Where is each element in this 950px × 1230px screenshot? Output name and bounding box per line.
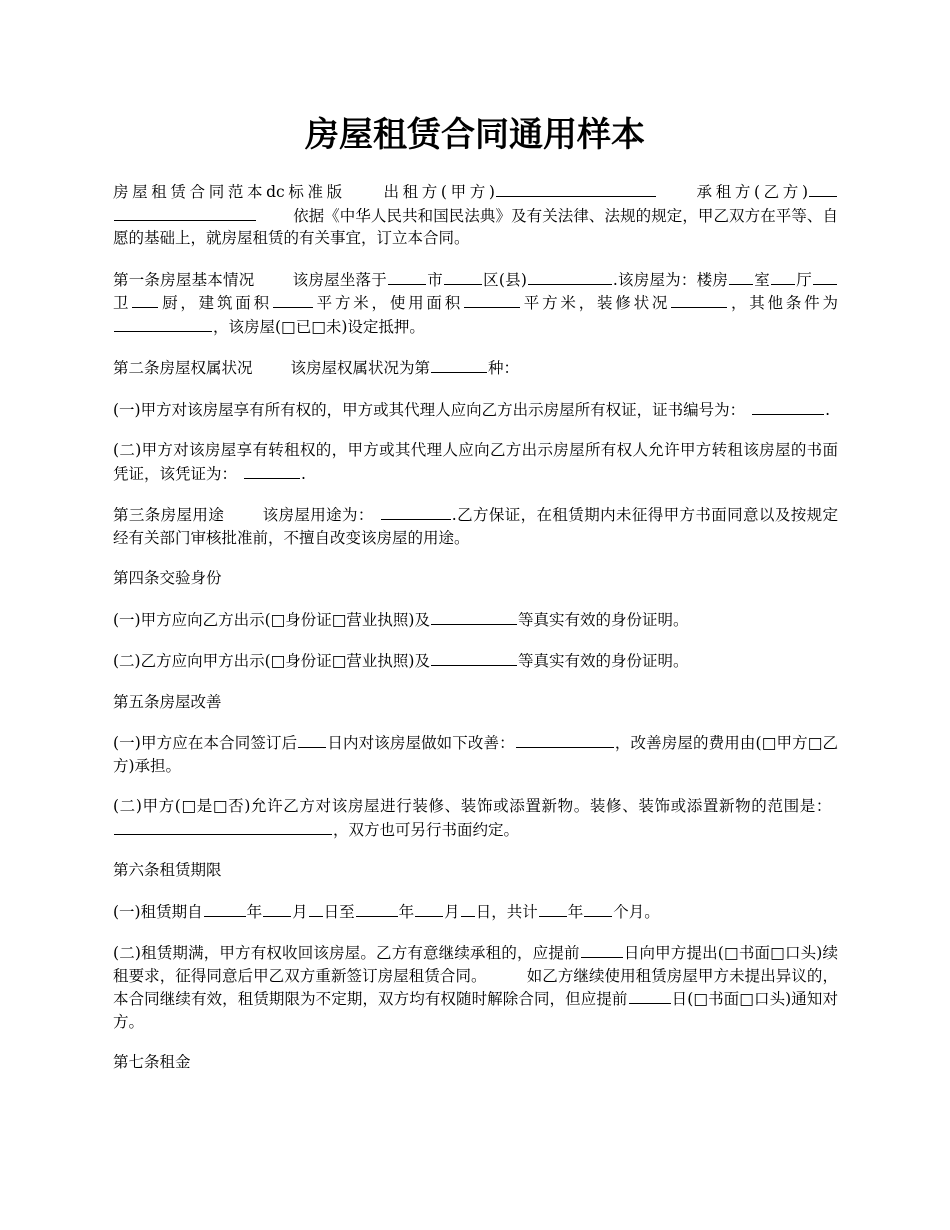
article-5-clause-2 [113, 795, 838, 841]
clause-text: ，改善房屋的费用由(□甲方□乙方)承担。 [113, 734, 838, 775]
article-6-heading: 第六条租赁期限 [113, 861, 222, 879]
clause-text: (一)租赁期自 [113, 902, 203, 921]
article-4-heading: 第四条交验身份 [113, 569, 222, 587]
clause-text: 日，共计 [475, 902, 538, 921]
article-4-clause-2 [113, 649, 838, 673]
clause-text: (一)甲方应在本合同签订后 [113, 734, 298, 752]
clause-text: 等真实有效的身份证明。 [517, 652, 689, 670]
lessee-blank-1 [809, 180, 837, 197]
clause-text: 等真实有效的身份证明。 [517, 610, 689, 629]
clause-text: 日向甲方提出(□书面□口头)续租要求，征得同意后甲乙双方重新签订房屋租赁合同。 [113, 944, 838, 985]
blank [516, 731, 614, 748]
lessee-label: 承租方(乙方) [692, 183, 808, 201]
article-1-text: .该房屋为：楼房 [612, 270, 729, 289]
clause-text: . [825, 400, 831, 419]
article-2-heading: 第二条房屋权属状况 [113, 359, 253, 377]
clause-text: 月 [444, 902, 460, 921]
lessor-blank [496, 180, 656, 197]
article-2-clause-1 [113, 398, 838, 422]
article-5-heading: 第五条房屋改善 [113, 692, 222, 711]
clause-text: 日内对该房屋做如下改善： [327, 734, 515, 752]
blank [581, 941, 623, 958]
clause-text: ，双方也可另行书面约定。 [333, 820, 520, 839]
intro-text: 依据《中华人民共和国民法典》及有关法律、法规的规定，甲乙双方在平等、自愿的基础上，就房屋租赁的有关事宜，订立本合同。 [113, 206, 838, 247]
blank [671, 291, 727, 308]
blank [813, 268, 837, 285]
article-6-clause-2 [113, 941, 838, 1033]
article-1-text: ，该房屋(□已□未)设定抵押。 [213, 317, 425, 336]
blank [629, 987, 671, 1004]
article-4-clause-1 [113, 608, 838, 632]
page-title: 房屋租赁合同通用样本 [305, 115, 645, 155]
blank [244, 462, 300, 479]
blank [309, 900, 323, 917]
clause-text: 个月。 [613, 902, 660, 921]
blank [461, 900, 475, 917]
article-1-text: 平方米，装修状况 [521, 294, 671, 312]
article-1-text: 卫 [113, 294, 132, 312]
blank [263, 900, 291, 917]
article-1-text: 市 [426, 270, 443, 289]
blank [273, 291, 313, 308]
article-1-text: ，其他条件为 [728, 294, 838, 312]
blank [431, 608, 517, 625]
article-3-heading: 第三条房屋用途 [113, 506, 225, 524]
blank [464, 291, 520, 308]
clause-text: 日至 [323, 902, 355, 921]
blank [528, 268, 612, 285]
article-1-text: 该房屋坐落于 [292, 270, 387, 289]
article-1-heading: 第一条房屋基本情况 [113, 270, 255, 289]
blank [204, 900, 246, 917]
clause-text: (二)甲方对该房屋享有转租权的，甲方或其代理人应向乙方出示房屋所有权人允许甲方转租该房屋的书面凭证，该凭证为： [113, 441, 838, 483]
article-5-clause-1 [113, 731, 838, 777]
lessee-blank-2 [114, 204, 256, 221]
blank [114, 315, 212, 332]
clause-text: (二)甲方(□是□否)允许乙方对该房屋进行装修、装饰或添置新物。装修、装饰或添置新物的范围是： [113, 797, 832, 815]
blank [431, 356, 487, 373]
clause-text: (一)甲方对该房屋享有所有权的，甲方或其代理人应向乙方出示房屋所有权证，证书编号为： [113, 400, 746, 419]
clause-text: . [301, 464, 306, 483]
blank [114, 818, 332, 835]
clause-text: (一)甲方应向乙方出示(□身份证□营业执照)及 [113, 610, 430, 629]
article-1-text: 室 [754, 270, 770, 289]
lessor-label: 出租方(甲方) [379, 183, 495, 201]
article-3-text: .乙方保证，在租赁期内未征得甲方书面同意以及按规定经有关部门审核批准前，不擅自改变该房屋的用途。 [113, 506, 838, 547]
blank [431, 649, 517, 666]
article-2-text: 种： [488, 359, 520, 377]
intro-source: 房屋租赁合同范本dc标准版 [113, 183, 346, 201]
article-1-text: 区(县) [482, 270, 527, 289]
article-1-text: 平方米，使用面积 [313, 294, 464, 312]
article-2 [113, 356, 838, 380]
article-1 [113, 268, 838, 339]
blank [729, 268, 753, 285]
blank [298, 731, 326, 748]
article-6-clause-1 [113, 900, 838, 924]
article-3-text: 该房屋用途为： [262, 506, 374, 524]
article-7-heading: 第七条租金 [113, 1053, 191, 1071]
blank [584, 900, 612, 917]
clause-text: 如乙方继续使用租赁房屋甲方未提出异议的，本合同继续有效，租赁期限为不定期，双方均有权随时解除合同，但应提前 [113, 966, 838, 1008]
clause-text: 年 [567, 902, 584, 921]
clause-text: (二)租赁期满，甲方有权收回该房屋。乙方有意继续承租的，应提前 [113, 944, 580, 962]
blank [415, 900, 443, 917]
blank [132, 291, 158, 308]
blank [539, 900, 567, 917]
blank [444, 268, 482, 285]
blank [752, 398, 824, 415]
article-3 [113, 503, 838, 549]
article-1-text: 厨，建筑面积 [159, 294, 272, 312]
clause-text: 年 [246, 902, 263, 921]
article-2-text: 该房屋权属状况为第 [290, 359, 431, 377]
blank [388, 268, 426, 285]
clause-text: 年 [398, 902, 415, 921]
blank [381, 503, 451, 520]
clause-text: 日(□书面□口头)通知对方。 [113, 990, 838, 1031]
intro-paragraph [113, 180, 838, 250]
blank [356, 900, 398, 917]
contract-body [113, 180, 838, 1092]
article-2-clause-2 [113, 439, 838, 485]
clause-text: 月 [292, 902, 308, 921]
article-1-text: 厅 [796, 270, 812, 289]
clause-text: (二)乙方应向甲方出示(□身份证□营业执照)及 [113, 652, 430, 670]
blank [771, 268, 795, 285]
